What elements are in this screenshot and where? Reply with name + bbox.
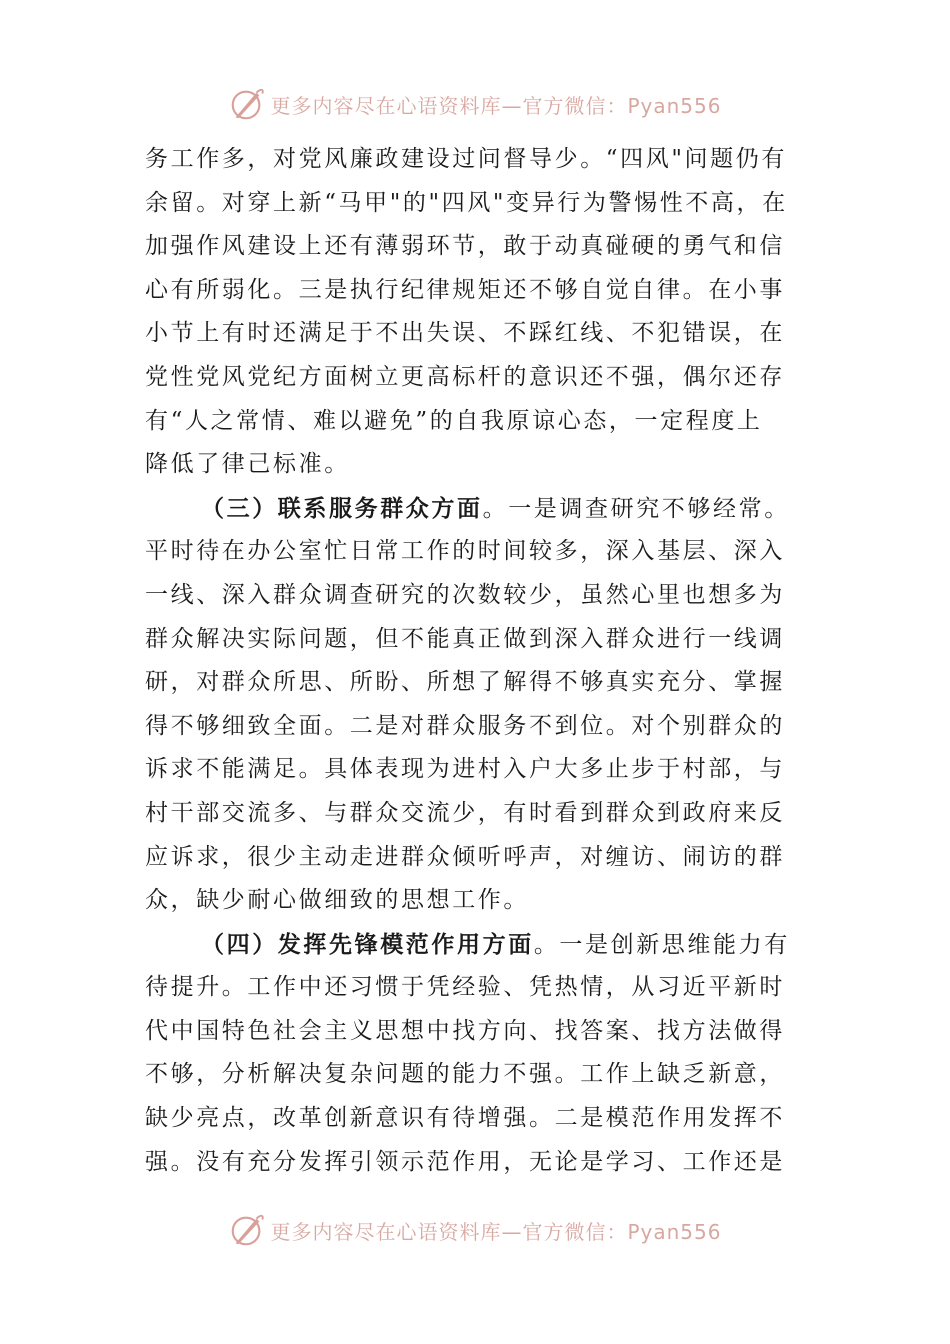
text-line: 心有所弱化。三是执行纪律规矩还不够自觉自律。在小事 — [145, 276, 785, 303]
text-line: 平时待在办公室忙日常工作的时间较多，深入基层、深入 — [145, 538, 785, 565]
text-line: 加强作风建设上还有薄弱环节，敢于动真碰硬的勇气和信 — [145, 233, 785, 260]
watermark-banner-top — [0, 84, 950, 124]
text-line: 务工作多，对党风廉政建设过问督导少。“四风"问题仍有 — [145, 146, 787, 172]
text-line: 一线、深入群众调查研究的次数较少，虽然心里也想多为 — [145, 581, 785, 608]
text-line: 党性党风党纪方面树立更高标杆的意识还不强，偶尔还存 — [145, 363, 785, 390]
text-line: 众，缺少耐心做细致的思想工作。 — [145, 887, 529, 914]
text-span: 。一是调查研究不够经常。 — [482, 495, 790, 522]
text-line: 得不够细致全面。二是对群众服务不到位。对个别群众的 — [145, 712, 785, 739]
paragraph-3 — [145, 923, 810, 1185]
quill-logo-icon — [228, 85, 266, 123]
text-line: 村干部交流多、与群众交流少，有时看到群众到政府来反 — [145, 799, 785, 826]
text-line: 强。没有充分发挥引领示范作用，无论是学习、工作还是 — [145, 1148, 785, 1175]
text-line: 代中国特色社会主义思想中找方向、找答案、找方法做得 — [145, 1017, 785, 1044]
text-line: 有“人之常情、难以避免”的自我原谅心态，一定程度上 — [145, 407, 763, 434]
text-line: 诉求不能满足。具体表现为进村入户大多止步于村部，与 — [145, 756, 785, 783]
text-line: 降低了律己标准。 — [145, 451, 350, 478]
section-heading: （三）联系服务群众方面 — [201, 494, 483, 522]
text-line: 待提升。工作中还习惯于凭经验、凭热情，从习近平新时 — [145, 974, 785, 1001]
text-line: 应诉求，很少主动走进群众倾听呼声，对缠访、闹访的群 — [145, 843, 785, 870]
paragraph-2 — [145, 487, 810, 923]
text-line: 群众解决实际问题，但不能真正做到深入群众进行一线调 — [145, 625, 785, 652]
text-line: 不够，分析解决复杂问题的能力不强。工作上缺乏新意， — [145, 1061, 785, 1088]
text-line: 余留。对穿上新“马甲"的"四风"变异行为警惕性不高，在 — [145, 189, 788, 216]
watermark-banner-bottom — [0, 1210, 950, 1250]
watermark-text: 更多内容尽在心语资料库—官方微信：Pyan556 — [270, 1219, 722, 1244]
document-body — [145, 138, 810, 1184]
paragraph-1 — [145, 138, 810, 487]
text-line: 缺少亮点，改革创新意识有待增强。二是模范作用发挥不 — [145, 1105, 785, 1132]
text-line-first — [145, 923, 810, 967]
section-heading: （四）发挥先锋模范作用方面 — [201, 930, 534, 958]
quill-logo-icon — [228, 1211, 266, 1249]
text-line: 研，对群众所思、所盼、所想了解得不够真实充分、掌握 — [145, 669, 785, 696]
text-span: 。一是创新思维能力有 — [533, 931, 790, 958]
watermark-text: 更多内容尽在心语资料库—官方微信：Pyan556 — [270, 93, 722, 118]
text-line: 小节上有时还满足于不出失误、不踩红线、不犯错误，在 — [145, 320, 785, 347]
text-line-first — [145, 487, 810, 531]
